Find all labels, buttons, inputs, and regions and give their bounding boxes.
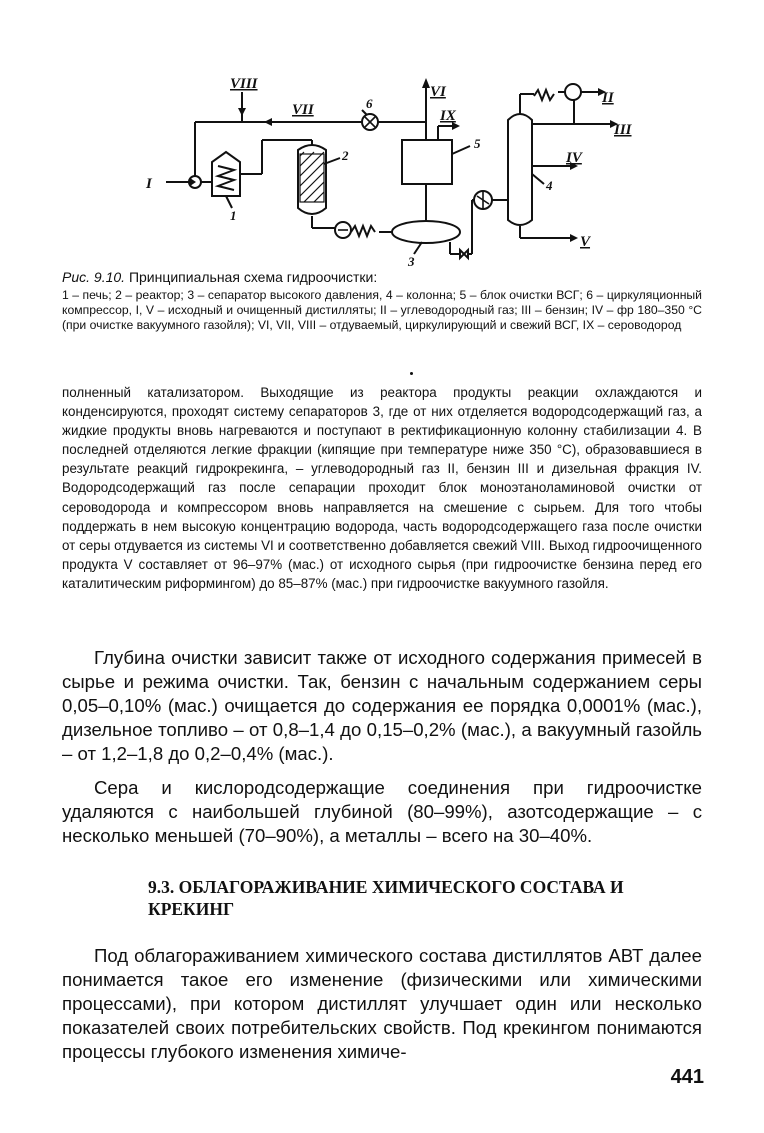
figure-caption	[62, 268, 702, 333]
label-IV: IV	[566, 150, 582, 166]
label-V: V	[580, 234, 591, 250]
caption-title-text: Принципиальная схема гидроочистки:	[128, 269, 378, 285]
label-3: 3	[408, 254, 415, 269]
caption-legend: 1 – печь; 2 – реактор; 3 – сепаратор высокого давления, 4 – колонна; 5 – блок очистки ВСГ; 6 – циркуляционный компрессор, I, V – исходный и очищенный дистилляты; II – углеводородный газ; III – бензин; IV – фр 180–350 °С (при очистке вакуумного газойля); VI, VII, VIII – отдуваемый, циркулирующий и свежий ВСГ, IX – сероводород	[62, 288, 702, 332]
section-heading: 9.3. ОБЛАГОРАЖИВАНИЕ ХИМИЧЕСКОГО СОСТАВА И КРЕКИНГ	[148, 877, 624, 919]
label-2: 2	[342, 148, 349, 163]
caption-title	[62, 268, 702, 287]
label-4: 4	[546, 178, 553, 193]
label-II: II	[602, 90, 614, 106]
label-1: 1	[230, 208, 237, 223]
label-VIII: VIII	[230, 76, 258, 92]
label-I: I	[146, 176, 152, 192]
label-IX: IX	[440, 108, 456, 124]
paragraph-removal: Сера и кислородсодержащие соединения при гидроочистке удаляются с наибольшей глубиной (80–99%), азотсодержащие – с несколько меньшей (70–90%), а металлы – всего на 30–40%.	[62, 777, 702, 846]
page-number: 441	[670, 1066, 704, 1088]
label-VI: VI	[430, 84, 446, 100]
label-5: 5	[474, 136, 481, 151]
label-6: 6	[366, 96, 373, 111]
paragraph-purification-depth: Глубина очистки зависит также от исходного содержания примесей в сырье и режима очистки. Так, бензин с начальным содержанием серы 0,05–0,10% (мас.) очищается до содержания ее порядка 0,0001% (мас.), дизельное топливо – от 0,8–1,4 до 0,15–0,2% (мас.), а вакуумный газойль – от 1,2–1,8 до 0,2–0,4% (мас.).	[62, 647, 702, 764]
label-III: III	[614, 122, 632, 138]
paragraph-definition: Под облагораживанием химического состава дистиллятов АВТ далее понимается такое его изменение (физическими или химическими процессами), при котором дистиллят улучшает один или несколько показателей своих потребительских свойств. Под крекингом понимаются процессы глубокого изменения химиче-	[62, 945, 702, 1062]
separator-dot	[410, 372, 413, 375]
label-VII: VII	[292, 102, 314, 118]
paragraph-small: полненный катализатором. Выходящие из реактора продукты реакции охлаждаются и конденсируются, проходят систему сепараторов 3, где от них отделяется водородсодержащий газ, а жидкие продукты вновь нагреваются и поступают в ректификационную колонну стабилизации 4. В последней отделяются легкие фракции (кипящие при температуре ниже 350 °С), образовавшиеся в результате реакций гидрокрекинга, – углеводородный газ II, бензин III и дизельная фракция IV. Водородсодержащий газ после сепарации проходит блок моноэтаноламиновой очистки от сероводорода и компрессором вновь направляется на смешение с сырьем. Для того чтобы поддержать в нем высокую концентрацию водорода, часть водородсодержащего газа после очистки от серы отдувается из системы VI и соответственно добавляется свежий VIII. Выход гидроочищенного продукта V составляет от 96–97% (мас.) от исходного сырья (при гидроочистке бензина перед его каталитическим риформингом) до 85–87% (мас.) при гидроочистке вакуумного газойля.	[62, 385, 702, 591]
hydrotreating-diagram	[140, 70, 720, 270]
caption-figure-number: Рис. 9.10.	[62, 269, 126, 285]
